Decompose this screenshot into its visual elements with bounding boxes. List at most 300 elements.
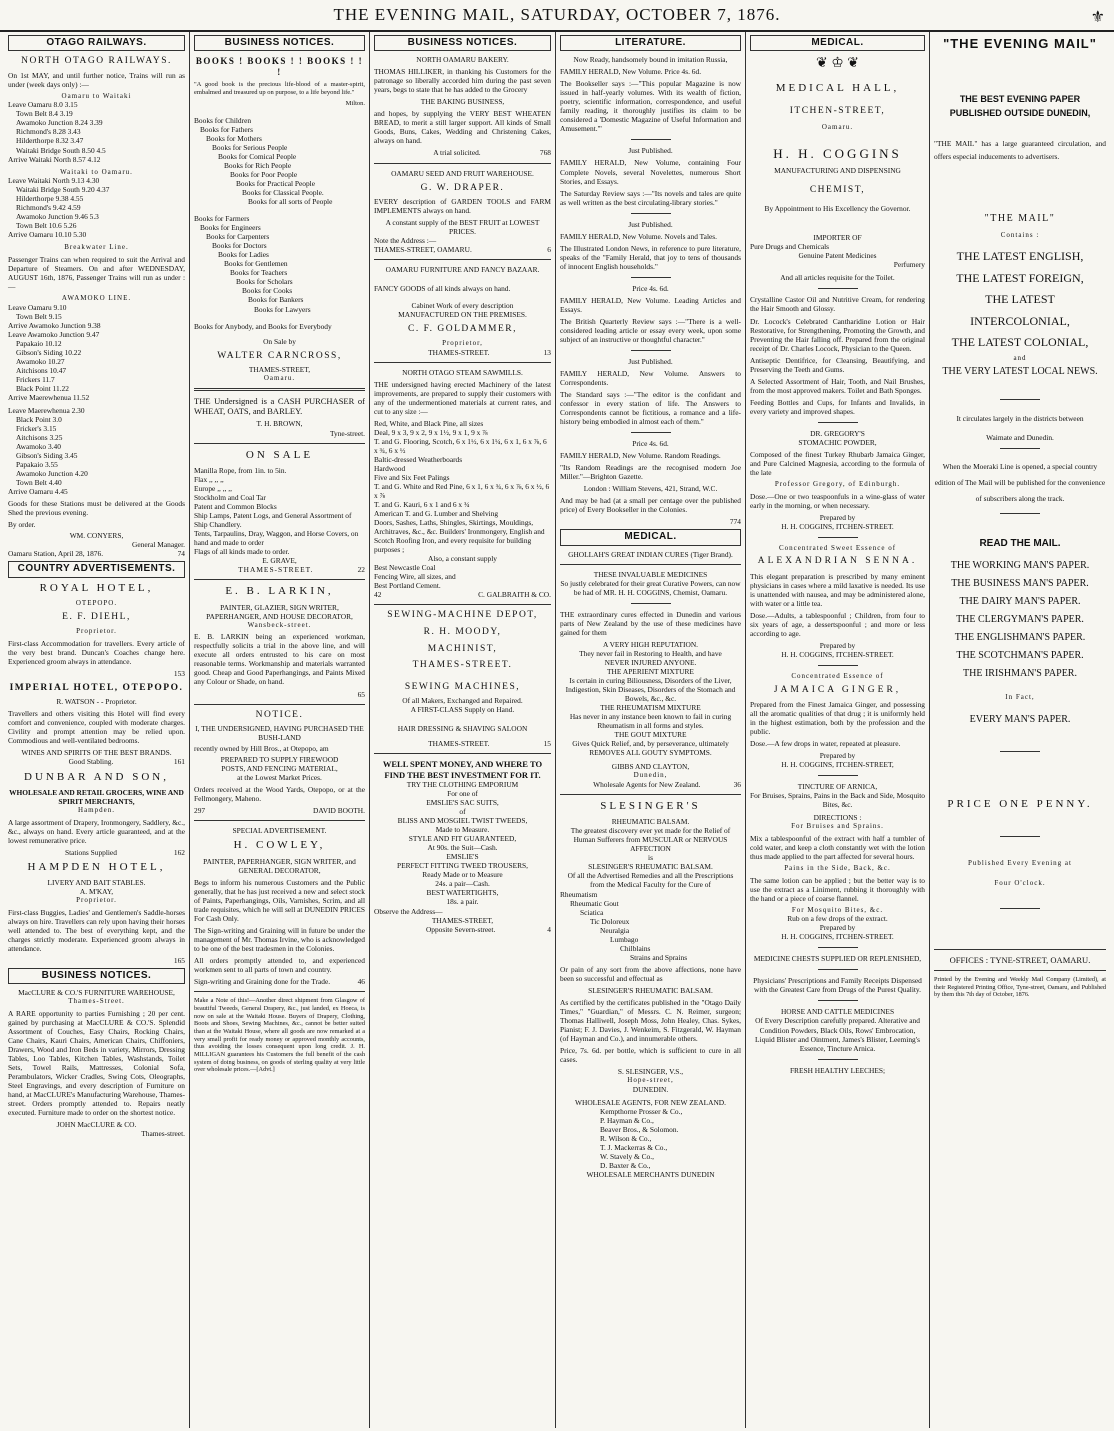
list-item: Doors, Sashes, Laths, Shingles, Skirtings, Mouldings, Architraves, &c., &c. Builders' Ironmongery, English and Scotch Roofing Iron, and every requisite for building purposes ; [374,518,545,555]
ad-footer [194,977,365,986]
ad-text: is [648,853,653,863]
ad-location: DUNEDIN. [632,1084,669,1094]
ad-text: The greatest discovery ever yet made for the Relief of Human Sufferers from MUSCULAR or NERVOUS AFFECTION [570,826,731,854]
ad-name: C. GALBRAITH & CO. [478,590,551,600]
ad-text: Rub on a few drops of the extract. [787,914,888,924]
ad-footer [374,739,551,748]
feature-item: THE LATEST INTERCOLONIAL, [970,292,1070,328]
timetable-row: Papakaio 3.55 [16,460,58,470]
list-item: Books for Scholars [236,277,293,287]
ad-number: 297 [194,806,206,816]
ad-text: Wholesale Agents for New Zealand. [593,779,701,789]
crest-icon: ⚜ [1090,9,1106,26]
ad-text: Begs to inform his numerous Customers and the Public generally, that he has just received a new and select stock of Paints, Paperhangings, Oils, Varnishes, Scrim, and all trade requisites, which he will sell at DUNEDIN PRICES For Cash Only. [194,877,365,924]
ad-footer [374,590,551,599]
list-item: Books for Engineers [200,223,261,233]
column-3 [370,32,556,1428]
column-6 [930,32,1110,1428]
ad-text: Waimate and Dunedin. [986,432,1054,442]
list-item: Lumbago [610,934,639,944]
list-item: Red, White, and Black Pine, all sizes [374,418,484,428]
ad-role: Proprietor. [76,896,117,905]
ad-number: 153 [173,668,185,678]
ad-title: JAMAICA GINGER, [773,684,902,695]
ad-text: Books for Anybody, and Books for Everybody [194,321,332,331]
ad-number: 15 [543,739,551,749]
ad-number: 768 [539,148,551,158]
quote-author: Milton. [345,99,365,107]
agents-list [560,1107,741,1170]
ad-subtitle: EMSLIE'S SAC SUITS, [426,798,499,808]
ad-text: A constant supply of the BEST FRUIT at LOWEST PRICES. [385,218,540,237]
ad-subtitle: BLISS AND MOSGIEL TWIST TWEEDS, [397,816,528,826]
list-item: P. Hayman & Co., [600,1115,654,1125]
timetable-row: Awamoko Junction 9.46 5.3 [16,212,99,222]
ad-text: Contains : [1000,231,1040,240]
ad-title: BOOKS ! BOOKS ! ! BOOKS ! ! ! [195,56,364,78]
ad-title: READ THE MAIL. [979,538,1061,550]
ad-footer [374,245,551,254]
list-item: American T. and G. Lumber and Shelving [374,509,499,519]
list-item: W. Stavely & Co., [600,1151,654,1161]
list-item: Strains and Sprains [630,952,688,962]
ad-name: WALTER CARNCROSS, [217,350,342,361]
ad-name: DAVID BOOTH. [312,806,365,816]
price-label: PRICE ONE PENNY. [947,798,1093,811]
list-item: Books for Farmers [194,214,250,224]
list-item: Baltic-dressed Weatherboards [374,454,463,464]
ad-text: Of all Makers, Exchanged and Repaired. [402,696,523,706]
ad-name: H. H. COGGINS [773,145,902,161]
ad-role: MACHINIST, [427,643,498,654]
ad-text: PREPARED TO SUPPLY FIREWOOD [220,755,339,765]
ad-subtitle: MEDICINE CHESTS SUPPLIED OR REPLENISHED, [753,954,922,964]
list-item: Books for Carpenters [206,232,270,242]
ad-text: For Bruises and Sprains. [791,822,884,831]
ad-title: MEDICAL HALL, [775,82,900,95]
ad-text: Just Published. [628,146,673,156]
list-item: Books for Comical People [218,152,297,162]
ad-text: As certified by the certificates published in the "Otago Daily Times," "Guardian," of Messrs. C. N. Reimer, surgeon; Thomas Halliwell, Joseph Moss, John Healey, Chas. Sykes, Pianist; F. J. Davies, J. Wenkeim, S. Fitzgerald, W. Hayman (of Hayman and Co.), and innumerable others. [560,997,741,1043]
ad-subtitle: REMOVES ALL GOUTY SYMPTOMS. [589,748,712,758]
list-item: Flax ,, ,, ,, [194,474,224,484]
ad-subtitle: IMPORTER OF [813,233,862,243]
masthead-title: THE EVENING MAIL, SATURDAY, OCTOBER 7, 1876. [333,5,781,24]
ad-title: TINCTURE OF ARNICA, [797,782,878,792]
ad-location: ITCHEN-STREET, [789,105,886,116]
timetable-row: Town Belt 4.40 [16,478,62,488]
ad-subtitle: FRESH HEALTHY LEECHES; [789,1065,886,1075]
list-item: Books for Bankers [248,295,304,305]
ad-title: FAMILY HERALD, New Volume. Random Readings. [560,451,721,461]
list-item: Books for all sorts of People [248,197,333,207]
ad-text: On Sale by [263,336,296,346]
ad-name: S. SLESINGER, V.S., [617,1067,684,1077]
ad-text: And all articles requisite for the Toilet. [780,273,895,283]
ad-text: Prepared from the Finest Jamaica Ginger, and possessing all the aromatic qualities of that drug ; it is uniformly held in the highest estimation, both by the profession and the public. [750,700,925,737]
section-header: MEDICAL. [750,35,925,51]
ad-text: E. B. LARKIN being an experienced workman, respectfully solicits a trial in the above line, and will execute all orders entrusted to his care on most reasonable terms. Workmanship and materials warranted good. Cheap and Good Paperhangings, and Paints Mixed any Colour or Shade, on hand. [194,632,365,687]
ad-text: The Sign-writing and Graining will in future be under the management of Mr. Thomas Irvine, who is acknowledged to be one of the best tradesmen in the Colonies. [194,926,365,954]
ad-text: Four O'clock. [994,879,1046,888]
ad-location: THAMES-STREET, OAMARU. [374,245,472,255]
ad-subtitle: WHOLESALE MERCHANTS DUNEDIN [586,1169,715,1179]
list-item: Also, a constant supply [428,554,497,564]
offices: OFFICES : TYNE-STREET, OAMARU. [949,954,1091,965]
ad-text: Stations Supplied [64,847,117,857]
timetable-row: Leave Oamaru 8.0 3.15 [8,100,78,110]
ad-location: Thames-Street. [68,997,125,1006]
ad-text: THE Undersigned is a CASH PURCHASER of WHEAT, OATS, and BARLEY. [194,395,365,417]
ad-subtitle: PERFECT FITTING TWEED TROUSERS, [397,861,528,871]
ad-text: Price 4s. 6d. [632,439,669,449]
sale-list [194,466,365,556]
ad-text: Make a Note of this!—Another direct shipment from Glasgow of beautiful Tweeds, General Drapery, &c., just landed, ex Hoeca, is now on sale at the Waitaki House. Buyers of Drapery, Clothing, Boots and Shoes, Sewing Machines, &c., cannot be better suited than at the Waitaki House, where all goods are now remarked at a very small profit for ready money or approved monthly accounts, thus avoiding the losses consequent upon long credit. J. H. MILLIGAN guarantees his Customers the full benefit of the cash system of doing business, on goods of sterling quality at very little over wholesale prices.—[Advt.] [194,997,365,1074]
ad-text: The Standard says :—"The editor is the confidant and confessor in every station of life. The Answers to Correspondents cannot be fictitious, a romance and a life-history being embodied in almost each of them." [560,390,741,427]
ad-number: 13 [543,347,551,357]
ad-title: GHOLLAH'S GREAT INDIAN CURES (Tiger Brand). [568,549,733,559]
timetable-row: Arrive Maerewhenua 11.52 [8,392,90,402]
ad-title: DR. GREGORY'S [810,428,865,438]
ad-text: Dose.—Adults, a tablespoonful ; Children, from four to six years of age, a dessertspoonful ; and more or less according to age. [750,610,925,638]
list-item: Books for Doctors [212,241,267,251]
list-item: Stockholm and Coal Tar [194,493,266,503]
list-item: R. Wilson & Co., [600,1133,652,1143]
ad-text: recently owned by Hill Bros., at Otepopo, am [194,744,329,754]
timetable-row: Gibson's Siding 10.22 [16,347,82,357]
ad-number: 46 [357,977,365,987]
list-item: T. and G. Flooring, Scotch, 6 x 1½, 6 x 1¼, 6 x 1, 6 x ⅞, 6 x ¾, 6 x ½ [374,436,547,455]
list-item: Pure Drugs and Chemicals [750,242,830,252]
ad-text: Now Ready, handsomely bound in imitation Russia, [573,55,728,65]
ad-name: GIBBS AND CLAYTON, [611,762,690,772]
ad-name: JOHN MacCLURE & CO. [56,1119,137,1129]
ad-text: Composed of the finest Turkey Rhubarb Jamaica Ginger, and Pure Calcined Magnesia, according to the formula of the late [750,449,925,477]
ad-title: SLESINGER'S [600,799,701,812]
ad-title: NORTH OAMARU BAKERY. [416,55,509,65]
timetable-title: Breakwater Line. [64,243,129,252]
timetable-row: Arrive Oamaru 4.45 [8,487,68,497]
list-item: Books for Mothers [206,133,262,143]
ad-text: THE extraordinary cures effected in Dunedin and various parts of New Zealand by the use of these medicines have gained for them [560,609,741,637]
ad-text: By Appointment to His Excellency the Governor. [764,204,911,214]
paper-item: THE CLERGYMAN'S PAPER. [956,613,1084,625]
ad-text: Crystalline Castor Oil and Nutritive Cream, for rendering the Hair Smooth and Glossy. [750,295,925,314]
section-header: OTAGO RAILWAYS. [8,35,185,51]
ad-text: Observe the Address— [374,906,443,916]
timetable-row: Waitaki Bridge South 8.50 4.5 [16,145,106,155]
section-header: LITERATURE. [560,35,741,51]
ad-text: 24s. a pair—Cash. [435,879,490,889]
ad-text: Of Every Description carefully prepared. Alterative and Condition Powders, Black Oils, Rows' Embrocation, Liquid Blister and Ointment, James's Blister, Leeming's Essence, Tincture Arnica. [755,1016,920,1053]
ad-location: Hampden. [78,805,115,814]
ad-text: Mix a tablespoonful of the extract with half a tumbler of cold water, and keep a cloth constantly wet with the lotion thus made applied to the part affected for several hours. [750,834,925,862]
ad-number: 36 [733,779,741,789]
ad-subtitle: TRY THE CLOTHING EMPORIUM [406,780,519,790]
ad-name: E. GRAVE, [262,556,297,566]
ad-subtitle: A VERY HIGH REPUTATION. [602,639,699,649]
ad-footer [8,848,185,857]
ad-text: First-class Buggies, Ladies' and Gentlemen's Saddle-horses always on hire. Travellers can rely upon having their horses well attended to. The best of everything kept, and the charges strictly moderate. Experienced groom always in attendance. [8,907,185,953]
ad-text: EMSLIE'S [446,852,479,862]
ad-text: For one of [447,789,478,799]
timetable-row: Black Point 3.0 [16,414,62,424]
list-item: Books for Cooks [242,286,293,296]
list-item: Books for Practical People [236,179,316,189]
list-item: Perfumery [893,260,925,270]
list-item: Sciatica [580,907,604,917]
paper-item: THE BUSINESS MAN'S PAPER. [951,577,1089,589]
ad-text: Price 4s. 6d. [632,283,669,293]
ad-text: By order. [8,520,36,530]
ad-footer [194,806,365,815]
ad-subtitle: WHOLESALE AND RETAIL GROCERS, WINE AND SPIRIT MERCHANTS, [9,787,184,806]
timber-list [374,419,551,591]
list-item: Books for Rich People [224,161,292,171]
ad-title: DUNBAR AND SON, [24,770,169,783]
ad-text: Just Published. [628,219,673,229]
list-item: Patent and Common Blocks [194,502,277,512]
ad-location: THAMES-STREET, [431,915,494,925]
ad-text: Concentrated Essence of [791,672,884,681]
ad-title: HAMPDEN HOTEL, [27,860,166,873]
ad-text: THOMAS HILLIKER, in thanking his Customers for the patronage so liberally accorded him during the past seven years, begs to state that he has added to the Grocery [374,67,551,95]
ad-name: H. H. COGGINS, ITCHEN-STREET. [781,649,894,659]
ad-subtitle: THE BAKING BUSINESS, [420,97,505,107]
ad-title: "THE MAIL" [984,213,1056,225]
ad-footer [560,780,741,789]
ad-text: Dr. Locock's Celebrated Cantharidine Lotion or Hair Restorative, for Strengthening, Promoting the Growth, and Preventing the Hair falling off. Prepared from the original receipt of Dr. Charles Locock, Physician to the Queen. [750,316,925,353]
ad-title: NORTH OTAGO RAILWAYS. [21,56,172,67]
ad-text: Concentrated Sweet Essence of [778,543,897,552]
masthead [0,0,1114,32]
ad-text: Of all the Advertised Remedies and all the Prescriptions from the Medical Faculty for the Cure of [567,871,734,890]
ad-date: Oamaru Station, April 28, 1876. [8,549,104,559]
ad-title: FAMILY HERALD, New Volume. Answers to Correspondents. [560,369,741,388]
timetable-title: AWAMOKO LINE. [61,293,132,302]
ad-text: Ready Made or to Measure [422,870,503,880]
column-1 [4,32,190,1428]
ad-text: The Illustrated London News, in reference to pure literature, speaks of the "Family Herald, that joy to tens of thousands of innocent English households." [560,243,741,271]
ad-subtitle: PAINTER, PAPERHANGER, SIGN WRITER, and GENERAL DECORATOR, [203,856,356,875]
ad-text: They never fail in Restoring to Health, and have [579,648,722,658]
timetable-row: Richmond's 8.28 3.43 [16,127,81,137]
ad-subtitle: STOMACHIC POWDER, [798,437,877,447]
list-item: Rheumatic Gout [570,898,619,908]
ad-title: FAMILY HERALD, New Volume, containing Four Complete Novels, several Novelettes, numerous Short Stories, and Essays. [560,158,741,186]
ad-text: And may be had (at a small per centage over the published price) of Every Bookseller in the Colonies. [560,496,741,515]
ad-subtitle: HAIR DRESSING & SHAVING SALOON [397,724,528,734]
ad-text: Just Published. [628,356,673,366]
ad-text: FANCY GOODS of all kinds always on hand. [374,284,511,294]
timetable-row: Frickers 11.7 [16,374,55,384]
ad-location: THAMES-STREET. [428,739,490,749]
ad-subtitle: OTEPOPO. [75,598,118,607]
ad-text: For Mosquito Bites, &c. [791,905,884,914]
ad-text: The British Quarterly Review says :—"There is a well-considered leading article or essay every week, upon some subject of an instructive or thoughtful character." [560,316,741,344]
section-header: BUSINESS NOTICES. [8,968,185,984]
ad-location: Oamaru. [263,374,296,383]
ad-text: A trial solicited. [433,148,481,158]
ad-text: and [1013,353,1027,362]
ad-text: at the Lowest Market Prices. [237,773,322,783]
ad-footer [374,148,551,157]
ad-subtitle: HORSE AND CATTLE MEDICINES [780,1007,895,1017]
timetable-row: Awamoko Junction 4.20 [16,469,88,479]
ad-subtitle: SEWING MACHINES, [404,681,521,692]
ad-text: A large assortment of Drapery, Ironmongery, Saddlery, &c., &c., always on hand. Every article guaranteed, and at the lowest remunerative price. [8,817,185,845]
ad-subtitle: PAINTER, GLAZIER, SIGN WRITER, PAPERHANGER, AND HOUSE DECORATOR, [206,602,353,621]
ad-location: THAMES-STREET. [412,660,513,671]
ad-title: WELL SPENT MONEY, AND WHERE TO FIND THE BEST INVESTMENT FOR IT. [382,759,543,780]
ad-location: Hope-street, [627,1076,674,1085]
ad-number: 6 [547,245,551,255]
timetable-title: Oamaru to Waitaki [61,91,132,100]
ad-text: Feeding Bottles and Cups, for Infants and Invalids, in every variety and improved shapes. [750,397,925,416]
timetable-row: Gibson's Siding 3.45 [16,451,78,461]
ad-footer [8,757,185,766]
ad-location: Tyne-street. [330,428,365,438]
timetable-row: Awamoko 10.27 [16,356,65,366]
ad-subtitle: I, THE UNDERSIGNED, HAVING PURCHASED THE BUSH-LAND [195,724,364,743]
ad-title: IMPERIAL HOTEL, OTEPOPO. [9,682,184,693]
timetable [8,176,185,239]
ad-location: THAMES-STREET. [238,565,314,575]
timetable-row: Aitchisons 3.25 [16,432,63,442]
ad-text: It circulates largely in the districts between [956,413,1084,423]
ad-location: Opposite Severn-street. [425,924,496,934]
timetable-row: Town Belt 8.4 3.19 [16,109,73,119]
list-item: Tents, Tarpaulins, Dray, Waggon, and Horse Covers, on hand and made to order [194,529,359,548]
list-item: Flags of all kinds made to order. [194,547,290,557]
ad-footer [194,565,365,574]
ad-text: Cabinet Work of every description [411,301,514,311]
ad-subtitle: SLESINGER'S RHEUMATIC BALSAM. [588,862,713,872]
ad-text: A RARE opportunity to parties Furnishing ; 20 per cent. gained by purchasing at MacCLURE & CO.'S. Splendid Assortment of Couches, Easy Chairs, Rocking Chairs, Cane Chairs, Kauri Chairs, American Chairs, Chiffoniers, Drawers, Wood and Iron Beds in variety, Mirrors, Dressing Tables, Loo Tables, Kitchen Tables, Washstands, Toilet Sets, Towel Rails, Mattresses, Colonial Sofa, Perambulators, Wicker Cradles, Swing Cots, Oleographs, Steel Engravings, and every description of Furniture on hand, at MacCLURE's Manufacturing Warehouse, Thames-street. Orders promptly attended to. Repairs neatly executed. Furniture made to order on the shortest notice. [8,1008,185,1117]
ad-text: Published Every Evening at [968,858,1072,867]
ad-title: NORTH OTAGO STEAM SAWMILLS. [402,367,523,377]
ad-text: Gives Quick Relief, and, by perseverance, ultimately [572,739,729,749]
ad-subtitle: DIRECTIONS : [813,813,862,823]
paper-item: EVERY MAN'S PAPER. [969,714,1071,726]
list-item: Five and Six Feet Palings [374,472,450,482]
ad-subtitle: STYLE AND FIT GUARANTEED, [408,834,517,844]
ad-number: 165 [173,955,185,965]
ad-subtitle: THESE INVALUABLE MEDICINES [593,569,708,579]
paper-item: THE ENGLISHMAN'S PAPER. [954,631,1086,643]
ad-text: Antiseptic Dentifrice, for Cleansing, Beautifying, and Preserving the Teeth and Gums. [750,355,925,374]
ad-title: ALEXANDRIAN SENNA. [757,556,918,567]
ad-name: E. F. DIEHL, [62,612,131,623]
ad-name: H. COWLEY, [233,839,326,852]
ad-text: Sign-writing and Graining done for the Trade. [194,977,331,987]
ad-text: Orders received at the Wood Yards, Otepopo, or at the Fellmongery, Maheno. [194,785,365,804]
timetable-row: Fricker's 3.15 [16,423,57,433]
list-item: Neuralgia [600,925,630,935]
timetable-row: Leave Waitaki North 9.13 4.30 [8,176,100,186]
list-item: T. and G. Kauri, 6 x 1 and 6 x ¾ [374,500,470,509]
ad-number: 42 [374,590,382,600]
ad-text: POSTS, AND FENCING MATERIAL, [221,764,338,774]
timetable-row: Papakaio 10.12 [16,338,62,348]
timetable-row: Leave Awamoko Junction 9.47 [8,329,100,339]
ad-text: Professor Gregory, of Edinburgh. [774,479,901,488]
ad-text: Dose.—A few drops in water, repeated at pleasure. [750,739,901,749]
ad-text: Has never in any instance been known to fail in curing Rheumatism in all forms and styles. [569,712,732,731]
timetable-row: Awamoko 3.40 [16,441,61,451]
ad-subtitle: WHOLESALE AGENTS, FOR NEW ZEALAND. [575,1097,726,1107]
ad-number: 162 [173,847,185,857]
ad-title: MacCLURE & CO.'S FURNITURE WAREHOUSE, [18,988,175,998]
ad-text: MANUFACTURED ON THE PREMISES. [398,310,527,320]
ad-name: T. H. BROWN, [256,419,303,429]
columns [4,32,1110,1428]
paper-title: "THE EVENING MAIL" [943,36,1097,51]
list-item: Books for Ladies [218,250,269,260]
ad-text: So justly celebrated for their great Curative Powers, can now be had of MR. H. H. COGGINS, Chemist, Oamaru. [560,578,741,597]
ad-text: Prepared by [819,512,856,522]
timetable-title: Waitaki to Oamaru. [60,167,133,176]
ad-name: R. H. MOODY, [423,626,502,637]
list-item: Europe ,, ,, ,, [194,484,232,493]
list-item: Ship Lamps, Patent Logs, and General Assortment of Ship Chandlery. [194,511,352,530]
list-item: Books for Gentlemen [224,259,288,269]
list-item: Manilla Rope, from 1in. to 5in. [194,465,287,475]
timetable-row: Leave Oamaru 9.10 [8,302,67,312]
timetable-row: Hilderthorpe 8.32 3.47 [16,136,84,146]
list-item: Fencing Wire, all sizes, and [374,572,456,582]
list-item: Hardwood [374,463,406,473]
ad-number: 774 [729,517,741,527]
ad-footer [374,925,551,934]
list-item: Books for Serious People [212,142,288,152]
ad-text: Travellers and others visiting this Hotel will find every comfort and convenience, coupled with moderate charges. Civility and prompt attention may be relied upon. Commodious and well-ventilated bedrooms. [8,709,185,746]
ad-subtitle: RHEUMATIC BALSAM. [611,817,690,827]
column-5 [746,32,930,1428]
ad-number: 74 [177,549,185,559]
feature-item: THE LATEST COLONIAL, [951,335,1089,350]
ad-text: THE undersigned having erected Machinery of the latest improvements, are prepared to supply their customers with any of the undermentioned materials at current rates, and cut to any size :— [374,379,551,416]
ad-text: The same lotion can be applied ; but the better way is to use the extract as a Liniment, rubbing it thoroughly with the hand or a piece of coarse flannel. [750,875,925,903]
list-item: D. Baxter & Co., [600,1160,651,1170]
signature: WM. CONYERS, [69,531,124,541]
list-item: Deal, 9 x 3, 9 x 2, 9 x 1½, 9 x 1, 9 x ⅞ [374,427,488,437]
ad-text: EVERY description of GARDEN TOOLS and FARM IMPLEMENTS always on hand. [374,197,551,216]
ad-text: When the Moeraki Line is opened, a special country edition of The Mail will be published for the convenience of subscribers along the track. [934,461,1106,504]
list-item: Chilblains [620,943,651,953]
royal-arms-icon: ❦ ♔ ❦ [815,56,859,72]
timetable-row: Black Point 11.22 [16,383,69,393]
list-item: Best Portland Cement. [374,581,441,591]
column-2 [190,32,370,1428]
ad-title: NOTICE. [255,709,304,720]
ad-name: G. W. DRAPER. [420,182,505,193]
ad-title: ROYAL HOTEL, [39,581,154,594]
ad-text: Prepared by [819,923,856,933]
ad-text: A Selected Assortment of Hair, Tooth, and Nail Brushes, from the most approved makers. Toilet and Bath Sponges. [750,376,925,395]
ad-subtitle: CHEMIST, [809,184,866,195]
ailments-list [560,890,741,962]
ad-text: "THE MAIL" has a large guaranteed circulation, and offers especial inducements to advertisers. [934,138,1106,161]
ad-subtitle: THE APERIENT MIXTURE [607,666,694,676]
timetable-row: Town Belt 10.6 5.26 [16,221,77,231]
ad-subtitle: BEST WATERTIGHTS, [426,888,499,898]
section-header: COUNTRY ADVERTISEMENTS. [8,561,185,577]
ad-title: ON SALE [245,448,314,461]
ad-title: OAMARU SEED AND FRUIT WAREHOUSE. [391,168,534,178]
timetable-row: Aitchisons 10.47 [16,365,67,375]
ad-subtitle: THE RHEUMATISM MIXTURE [600,703,701,713]
